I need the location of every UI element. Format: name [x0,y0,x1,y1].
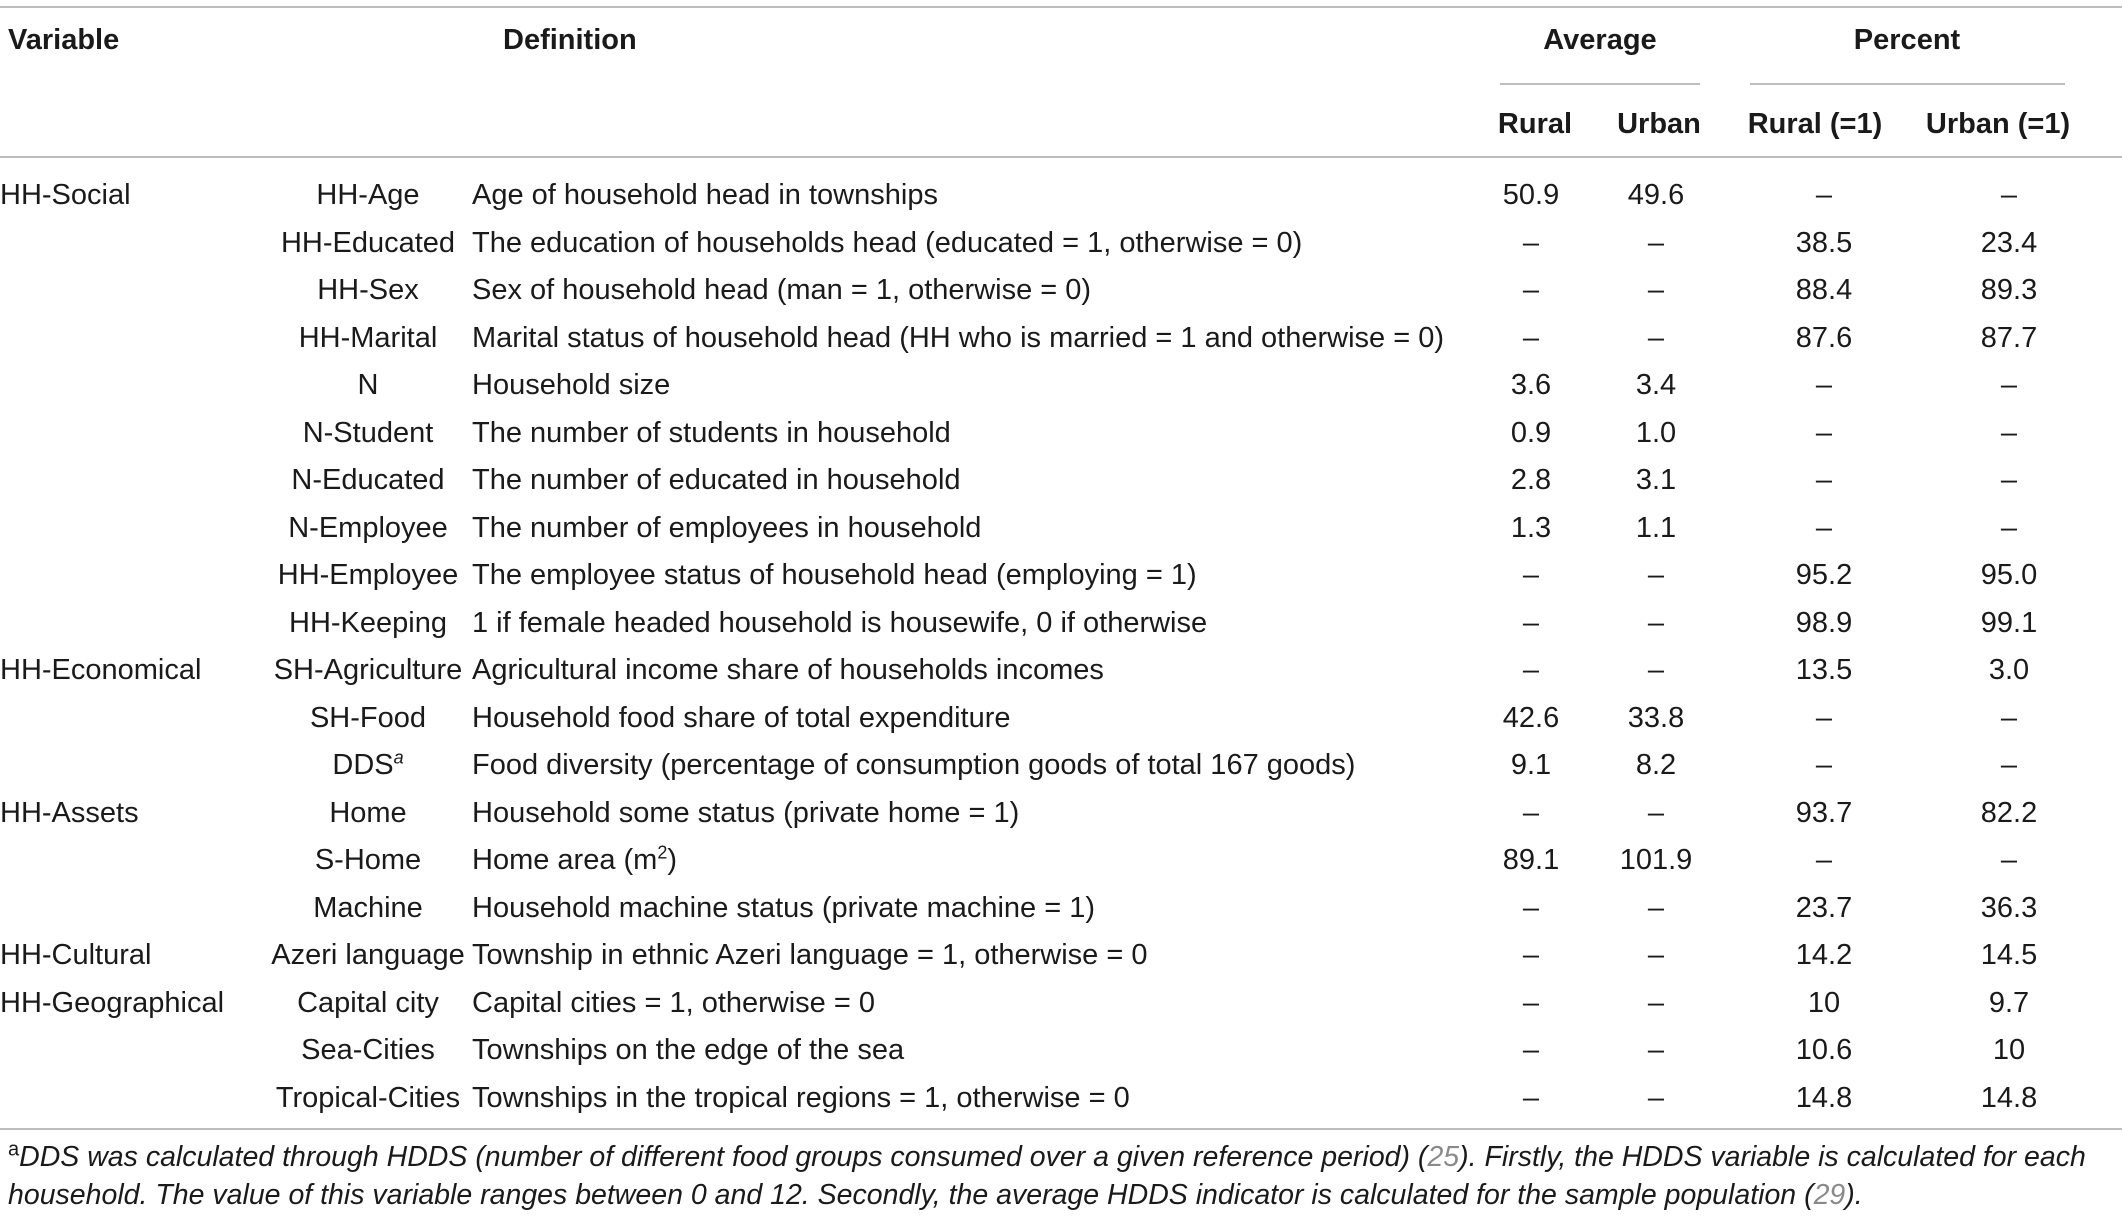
category-cell [0,220,264,268]
avg-rural-cell: 1.3 [1510,511,1552,544]
table-row [0,362,2088,410]
table-row [0,220,2088,268]
header-rural: Rural [1497,108,1573,140]
avg-rural-cell: – [1522,226,1540,259]
variable-label: HH-Keeping [289,606,447,639]
table-row [0,315,2088,363]
avg-urban-cell: – [1647,274,1665,307]
header-variable: Variable [8,24,120,56]
table-footnote [8,1138,2114,1214]
pct-rural-cell: 10 [1807,986,1841,1019]
definition-text: Age of household head in townships [472,179,938,212]
reference-link-29[interactable]: 29 [1813,1179,1846,1211]
avg-rural-cell: 89.1 [1502,844,1560,877]
avg-rural-cell: 3.6 [1510,369,1552,402]
definition-cell [472,267,1468,315]
definition-cell [472,1027,1468,1075]
avg-rural-cell: 50.9 [1502,179,1560,212]
avg-rural-cell: – [1522,1034,1540,1067]
category-cell [0,552,264,600]
pct-urban-cell: – [2000,749,2018,782]
pct-urban-cell: – [2000,416,2018,449]
pct-urban-cell: 36.3 [1980,891,2038,924]
variable-superscript: a [393,747,404,768]
pct-rural-cell: 95.2 [1795,559,1853,592]
variable-cell [264,362,472,410]
category-cell [0,362,264,410]
bottom-rule [0,1128,2122,1130]
avg-rural-cell: – [1522,274,1540,307]
category-cell [0,742,264,790]
header-urban-pct: Urban (=1) [1925,108,2071,140]
table-row [0,647,2088,695]
pct-rural-cell: 88.4 [1795,274,1853,307]
category-cell [0,457,264,505]
avg-rural-cell: – [1522,939,1540,972]
header-rural-pct: Rural (=1) [1747,108,1883,140]
avg-urban-cell: 33.8 [1627,701,1685,734]
avg-urban-cell: – [1647,226,1665,259]
avg-urban-cell: – [1647,559,1665,592]
definition-text: Household food share of total expenditure [472,701,1011,734]
avg-rural-cell: – [1522,796,1540,829]
category-cell: HH-Cultural [0,939,152,972]
definition-text-tail: ) [667,844,678,877]
table-row [0,172,2088,220]
definition-cell [472,552,1468,600]
table-row [0,457,2088,505]
avg-urban-cell: 3.4 [1635,369,1677,402]
avg-rural-cell: – [1522,986,1540,1019]
avg-urban-cell: – [1647,891,1665,924]
definition-text: Capital cities = 1, otherwise = 0 [472,986,875,1019]
variable-cell [264,980,472,1028]
category-cell [0,315,264,363]
variable-label: Machine [313,891,423,924]
variable-label: N [357,369,379,402]
pct-urban-cell: 14.5 [1980,939,2038,972]
table-row [0,695,2088,743]
definition-superscript: 2 [657,842,668,863]
variable-cell [264,837,472,885]
definition-cell [472,790,1468,838]
pct-rural-cell: 38.5 [1795,226,1853,259]
reference-link-25[interactable]: 25 [1427,1141,1460,1173]
avg-urban-cell: – [1647,1034,1665,1067]
definition-text: Townships on the edge of the sea [472,1034,905,1067]
definition-cell [472,410,1468,458]
variable-label: Tropical-Cities [275,1081,461,1114]
table-row [0,410,2088,458]
data-table [0,172,2088,1122]
footnote-text-1: DDS was calculated through HDDS (number of different food groups consumed over a given reference period) ( [19,1141,1428,1173]
pct-urban-cell: 87.7 [1980,321,2038,354]
category-cell: HH-Social [0,179,131,212]
definition-cell [472,980,1468,1028]
definition-text: The education of households head (educated = 1, otherwise = 0) [472,226,1303,259]
variable-label: DDS [332,749,394,782]
pct-rural-cell: 23.7 [1795,891,1853,924]
category-cell: HH-Economical [0,654,202,687]
pct-rural-cell: 14.8 [1795,1081,1853,1114]
definition-cell [472,837,1468,885]
table-row [0,600,2088,648]
avg-rural-cell: – [1522,606,1540,639]
variable-label: HH-Marital [298,321,438,354]
definition-cell [472,362,1468,410]
avg-urban-cell: – [1647,939,1665,972]
category-cell [0,505,264,553]
avg-urban-cell: – [1647,986,1665,1019]
variable-label: S-Home [314,844,422,877]
avg-urban-cell: 49.6 [1627,179,1685,212]
definition-text: Marital status of household head (HH who is married = 1 and otherwise = 0) [472,321,1444,354]
avg-urban-cell: 3.1 [1635,464,1677,497]
pct-rural-cell: 13.5 [1795,654,1853,687]
definition-text: Food diversity (percentage of consumption goods of total 167 goods) [472,749,1356,782]
category-cell: HH-Assets [0,796,139,829]
avg-rural-cell: – [1522,1081,1540,1114]
category-cell [0,267,264,315]
variable-cell [264,172,472,220]
definition-text: Agricultural income share of households incomes [472,654,1104,687]
definition-cell [472,220,1468,268]
definition-cell [472,1075,1468,1123]
pct-urban-cell: 10 [1992,1034,2026,1067]
definition-cell [472,695,1468,743]
pct-rural-cell: – [1815,464,1833,497]
pct-urban-cell: 23.4 [1980,226,2038,259]
pct-rural-cell: – [1815,179,1833,212]
table-row [0,885,2088,933]
definition-text: Household size [472,369,671,402]
pct-rural-cell: 14.2 [1795,939,1853,972]
variable-label: N-Student [302,416,434,449]
table-row [0,1027,2088,1075]
category-cell [0,410,264,458]
avg-urban-cell: – [1647,321,1665,354]
variable-cell [264,742,472,790]
pct-rural-cell: – [1815,511,1833,544]
variable-label: Sea-Cities [301,1034,435,1067]
definition-cell [472,315,1468,363]
definition-cell [472,885,1468,933]
pct-rural-cell: 98.9 [1795,606,1853,639]
table-row [0,790,2088,838]
definition-cell [472,932,1468,980]
variable-cell [264,932,472,980]
header-average: Average [1543,24,1657,56]
top-rule [0,6,2122,8]
category-cell [0,600,264,648]
definition-cell [472,600,1468,648]
pct-urban-cell: 9.7 [1988,986,2030,1019]
variable-cell [264,1075,472,1123]
footnote-mark: a [8,1138,20,1161]
pct-urban-cell: – [2000,369,2018,402]
avg-rural-cell: 9.1 [1510,749,1552,782]
avg-rural-cell: – [1522,654,1540,687]
pct-urban-cell: – [2000,464,2018,497]
table-row [0,1075,2088,1123]
variable-label: SH-Food [309,701,427,734]
pct-urban-cell: 3.0 [1988,654,2030,687]
pct-urban-cell: 99.1 [1980,606,2038,639]
definition-text: 1 if female headed household is housewife, 0 if otherwise [472,606,1208,639]
definition-text: The number of educated in household [472,464,961,497]
definition-text: The employee status of household head (employing = 1) [472,559,1197,592]
variable-cell [264,505,472,553]
variable-label: Capital city [297,986,439,1019]
definition-text: Sex of household head (man = 1, otherwise = 0) [472,274,1092,307]
variable-cell [264,695,472,743]
footnote-text-3: ). [1845,1179,1863,1211]
variable-label: N-Employee [288,511,448,544]
variable-label: N-Educated [291,464,445,497]
header-urban: Urban [1617,108,1701,140]
pct-rural-cell: 93.7 [1795,796,1853,829]
variable-cell [264,267,472,315]
variable-cell [264,1027,472,1075]
avg-rural-cell: 42.6 [1502,701,1560,734]
avg-urban-cell: 1.1 [1635,511,1677,544]
pct-rural-cell: – [1815,701,1833,734]
pct-rural-cell: – [1815,749,1833,782]
avg-urban-cell: – [1647,796,1665,829]
avg-urban-cell: 101.9 [1619,844,1693,877]
percent-group-rule [1750,83,2065,85]
avg-urban-cell: 8.2 [1635,749,1677,782]
table-row [0,505,2088,553]
header-definition: Definition [503,24,637,56]
pct-urban-cell: – [2000,179,2018,212]
table-row [0,980,2088,1028]
variable-cell [264,790,472,838]
variable-label: HH-Sex [317,274,419,307]
avg-urban-cell: – [1647,654,1665,687]
definition-cell [472,505,1468,553]
header-percent: Percent [1853,24,1961,56]
pct-urban-cell: 95.0 [1980,559,2038,592]
definition-cell [472,647,1468,695]
avg-rural-cell: – [1522,559,1540,592]
definition-text: The number of students in household [472,416,951,449]
pct-rural-cell: – [1815,844,1833,877]
avg-rural-cell: 2.8 [1510,464,1552,497]
category-cell [0,1075,264,1123]
average-group-rule [1500,83,1700,85]
variable-cell [264,885,472,933]
definition-text: The number of employees in household [472,511,982,544]
definition-cell [472,172,1468,220]
definition-text: Home area (m [472,844,658,877]
header-rule [0,156,2122,158]
definition-cell [472,457,1468,505]
pct-urban-cell: 82.2 [1980,796,2038,829]
table-row [0,552,2088,600]
variable-label: HH-Employee [277,559,459,592]
pct-urban-cell: – [2000,844,2018,877]
pct-rural-cell: – [1815,416,1833,449]
category-cell: HH-Geographical [0,986,225,1019]
variable-label: Home [329,796,407,829]
avg-rural-cell: – [1522,891,1540,924]
avg-rural-cell: – [1522,321,1540,354]
category-cell [0,837,264,885]
category-cell [0,885,264,933]
variable-cell [264,552,472,600]
variable-cell [264,220,472,268]
pct-urban-cell: 89.3 [1980,274,2038,307]
footnote-text-2: ). Firstly, the HDDS variable is calculated for each household. The value of this variable ranges between 0 and 12. Secondly, the average HDDS indicator is calculated for the sample population ( [8,1141,2086,1211]
pct-rural-cell: 87.6 [1795,321,1853,354]
pct-urban-cell: 14.8 [1980,1081,2038,1114]
table-row [0,267,2088,315]
category-cell [0,695,264,743]
definition-cell [472,742,1468,790]
variable-label: HH-Age [316,179,420,212]
variable-cell [264,457,472,505]
pct-rural-cell: 10.6 [1795,1034,1853,1067]
variable-label: SH-Agriculture [273,654,463,687]
avg-urban-cell: 1.0 [1635,416,1677,449]
pct-rural-cell: – [1815,369,1833,402]
definition-text: Townships in the tropical regions = 1, otherwise = 0 [472,1081,1130,1114]
variable-cell [264,647,472,695]
pct-urban-cell: – [2000,511,2018,544]
table-row [0,742,2088,790]
variable-cell [264,315,472,363]
variable-cell [264,600,472,648]
variable-label: HH-Educated [280,226,456,259]
avg-urban-cell: – [1647,606,1665,639]
category-cell [0,1027,264,1075]
avg-rural-cell: 0.9 [1510,416,1552,449]
variable-cell [264,410,472,458]
definition-text: Household some status (private home = 1) [472,796,1020,829]
table-row [0,837,2088,885]
pct-urban-cell: – [2000,701,2018,734]
table-row [0,932,2088,980]
avg-urban-cell: – [1647,1081,1665,1114]
variable-label: Azeri language [271,939,465,972]
definition-text: Household machine status (private machine = 1) [472,891,1096,924]
definition-text: Township in ethnic Azeri language = 1, otherwise = 0 [472,939,1148,972]
